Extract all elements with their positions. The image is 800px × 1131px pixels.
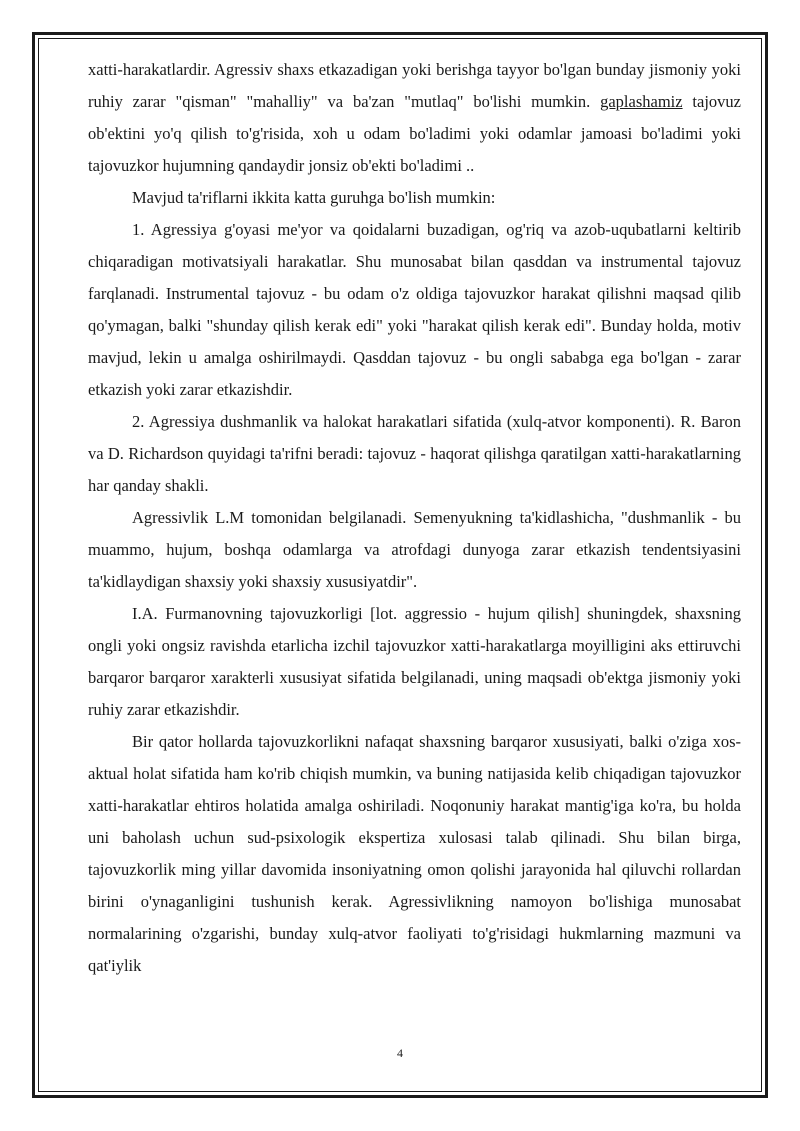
paragraph: Mavjud ta'riflarni ikkita katta guruhga bo'lish mumkin: [132, 188, 496, 207]
paragraph: 2. Agressiya dushmanlik va halokat harakatlari sifatida (xulq-atvor komponenti). R. Baron va D. Richardson quyidagi ta'rifni beradi: tajovuz - haqorat qilishga qaratilgan xatti-harakatlarning har qanday shakli. [88, 412, 741, 495]
paragraph: 1. Agressiya g'oyasi me'yor va qoidalarni buzadigan, og'riq va azob-uqubatlarni keltirib chiqaradigan motivatsiyali harakatlar. Shu munosabat bilan qasddan va instrumental tajovuz farqlanadi. Instrumental tajovuz - bu odam o'z oldiga tajovuzkor harakat qilishni maqsad qilib qo'ymagan, balki "shunday qilish kerak edi" yoki "harakat qilish kerak edi". Bunday holda, motiv mavjud, lekin u amalga oshirilmaydi. Qasddan tajovuz - bu ongli sababga ega bo'lgan - zarar etkazish yoki zarar etkazishdir. [88, 220, 741, 399]
paragraph-text: xatti-harakatlardir. Agressiv shaxs etkazadigan yoki berishga tayyor bo'lgan bunday jismoniy yoki ruhiy zarar "qisman" "mahalliy" va ba'zan "mutlaq" bo'lishi mumkin. [88, 60, 741, 111]
page-number: 4 [397, 1046, 403, 1060]
document-body [88, 54, 741, 982]
paragraph-text: tajovuz ob'ektini yo'q qilish to'g'risida, xoh u odam bo'ladimi yoki odamlar jamoasi bo'ladimi yoki tajovuzkor hujumning qandaydir jonsiz ob'ekti bo'ladimi .. [88, 92, 741, 175]
underlined-word: gaplashamiz [600, 92, 683, 111]
paragraph: I.A. Furmanovning tajovuzkorligi [lot. aggressio - hujum qilish] shuningdek, shaxsning ongli yoki ongsiz ravishda etarlicha izchil tajovuzkor xatti-harakatlarga moyilligini aks ettiruvchi barqaror barqaror xarakterli xususiyat sifatida belgilanadi, uning maqsadi ob'ektga jismoniy yoki ruhiy zarar etkazishdir. [88, 604, 741, 719]
paragraph-continuation [88, 54, 741, 182]
paragraph: Bir qator hollarda tajovuzkorlikni nafaqat shaxsning barqaror xususiyati, balki o'ziga xos-aktual holat sifatida ham ko'rib chiqish mumkin, va buning natijasida kelib chiqadigan tajovuzkor xatti-harakatlar ehtiros holatida amalga oshiriladi. Noqonuniy harakat mantig'iga ko'ra, bu holda uni baholash uchun sud-psixologik ekspertiza xulosasi talab qilinadi. Shu bilan birga, tajovuzkorlik ming yillar davomida insoniyatning omon qolishi jarayonida hal qiluvchi rollardan birini o'ynaganligini tushunish kerak. Agressivlikning namoyon bo'lishiga munosabat normalarining o'zgarishi, bunday xulq-atvor faoliyati to'g'risidagi hukmlarning mazmuni va qat'iylik [88, 732, 741, 975]
paragraph: Agressivlik L.M tomonidan belgilanadi. Semenyukning ta'kidlashicha, "dushmanlik - bu muammo, hujum, boshqa odamlarga va atrofdagi dunyoga zarar etkazish tendentsiyasini ta'kidlaydigan shaxsiy yoki shaxsiy xususiyatdir". [88, 508, 741, 591]
